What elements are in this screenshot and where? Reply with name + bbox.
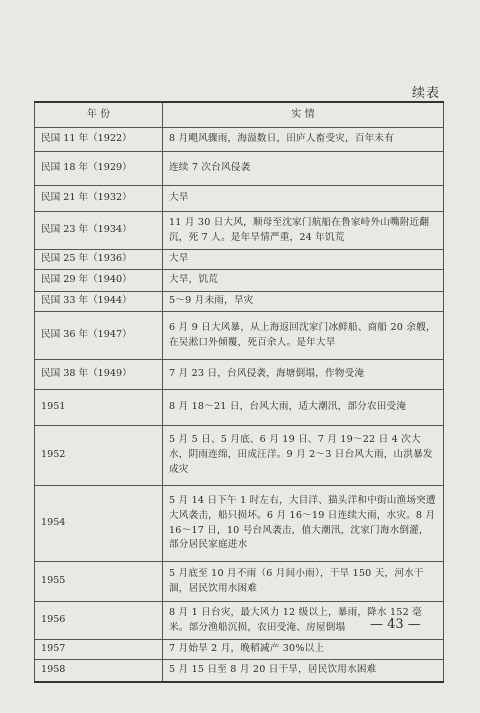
row-detail: 连续 7 次台风侵袭 [163,152,444,186]
page-number: — 43 — [370,617,421,632]
row-year: 1957 [35,640,163,660]
row-detail: 5 月底至 10 月不雨（6 月间小雨），干旱 150 天，河水干涸，居民饮用水困难 [163,562,444,602]
row-detail: 5 月 15 日至 8 月 20 日干旱，居民饮用水困难 [163,660,444,682]
row-detail: 8 月 1 日台灾，最大风力 12 级以上，暴雨，降水 152 毫米。部分渔船沉损，农田受淹、房屋倒塌 [163,602,444,640]
header-detail: 实 情 [163,102,444,128]
row-year: 民国 36 年（1947） [35,312,163,360]
table-row [35,640,444,660]
table-header-row [35,102,444,128]
row-detail: 7 月始旱 2 月，晚稻减产 30%以上 [163,640,444,660]
row-year: 民国 18 年（1929） [35,152,163,186]
row-year: 民国 11 年（1922） [35,128,163,152]
row-year: 1951 [35,390,163,426]
row-year: 1958 [35,660,163,682]
row-detail: 8 月飓风骤雨，海溢数日，田庐人畜受灾，百年未有 [163,128,444,152]
row-detail: 大旱 [163,250,444,270]
disaster-table [34,101,444,683]
table-row [35,390,444,426]
row-year: 1952 [35,426,163,486]
table-row [35,250,444,270]
header-year: 年 份 [35,102,163,128]
row-year: 民国 33 年（1944） [35,292,163,312]
continued-label: 续表 [411,86,440,101]
table-row [35,212,444,250]
table-row [35,486,444,562]
row-detail: 大旱 [163,186,444,212]
table-row [35,292,444,312]
row-detail: 6 月 9 日大风暴，从上海返回沈家门冰鲜船、商船 20 余艘，在吴淞口外倾覆，死百余人。是年大旱 [163,312,444,360]
row-detail: 7 月 23 日，台风侵袭，海塘倒塌，作物受淹 [163,360,444,390]
row-year: 民国 23 年（1934） [35,212,163,250]
table-row [35,562,444,602]
table-row [35,186,444,212]
row-year: 1955 [35,562,163,602]
row-year: 1956 [35,602,163,640]
table-row [35,360,444,390]
table-row [35,128,444,152]
row-detail: 8 月 18～21 日，台风大雨，适大潮汛，部分农田受淹 [163,390,444,426]
row-year: 民国 21 年（1932） [35,186,163,212]
table-row [35,312,444,360]
row-year: 民国 29 年（1940） [35,270,163,292]
table-row [35,152,444,186]
row-detail: 11 月 30 日大风，顺母至沈家门航船在鲁家峙外山嘴附近翻沉，死 7 人。是年旱情严重，24 年饥荒 [163,212,444,250]
row-detail: 5 月 5 日、5 月底、6 月 19 日、7 月 19～22 日 4 次大水，阴雨连绵，田成汪洋。9 月 2～3 日台风大雨，山洪暴发成灾 [163,426,444,486]
table-row [35,660,444,682]
row-detail: 5 月 14 日下午 1 时左右，大目洋、猫头洋和中街山渔场突遭大风袭击，船只损坏。6 月 16～19 日连续大雨，水灾。8 月 16～17 日，10 号台风袭击，值大潮汛，沈家门海水倒灌，部分居民家庭进水 [163,486,444,562]
row-year: 1954 [35,486,163,562]
table-row [35,270,444,292]
table-row [35,426,444,486]
row-detail: 5～9 月未雨，旱灾 [163,292,444,312]
row-detail: 大旱，饥荒 [163,270,444,292]
row-year: 民国 38 年（1949） [35,360,163,390]
row-year: 民国 25 年（1936） [35,250,163,270]
